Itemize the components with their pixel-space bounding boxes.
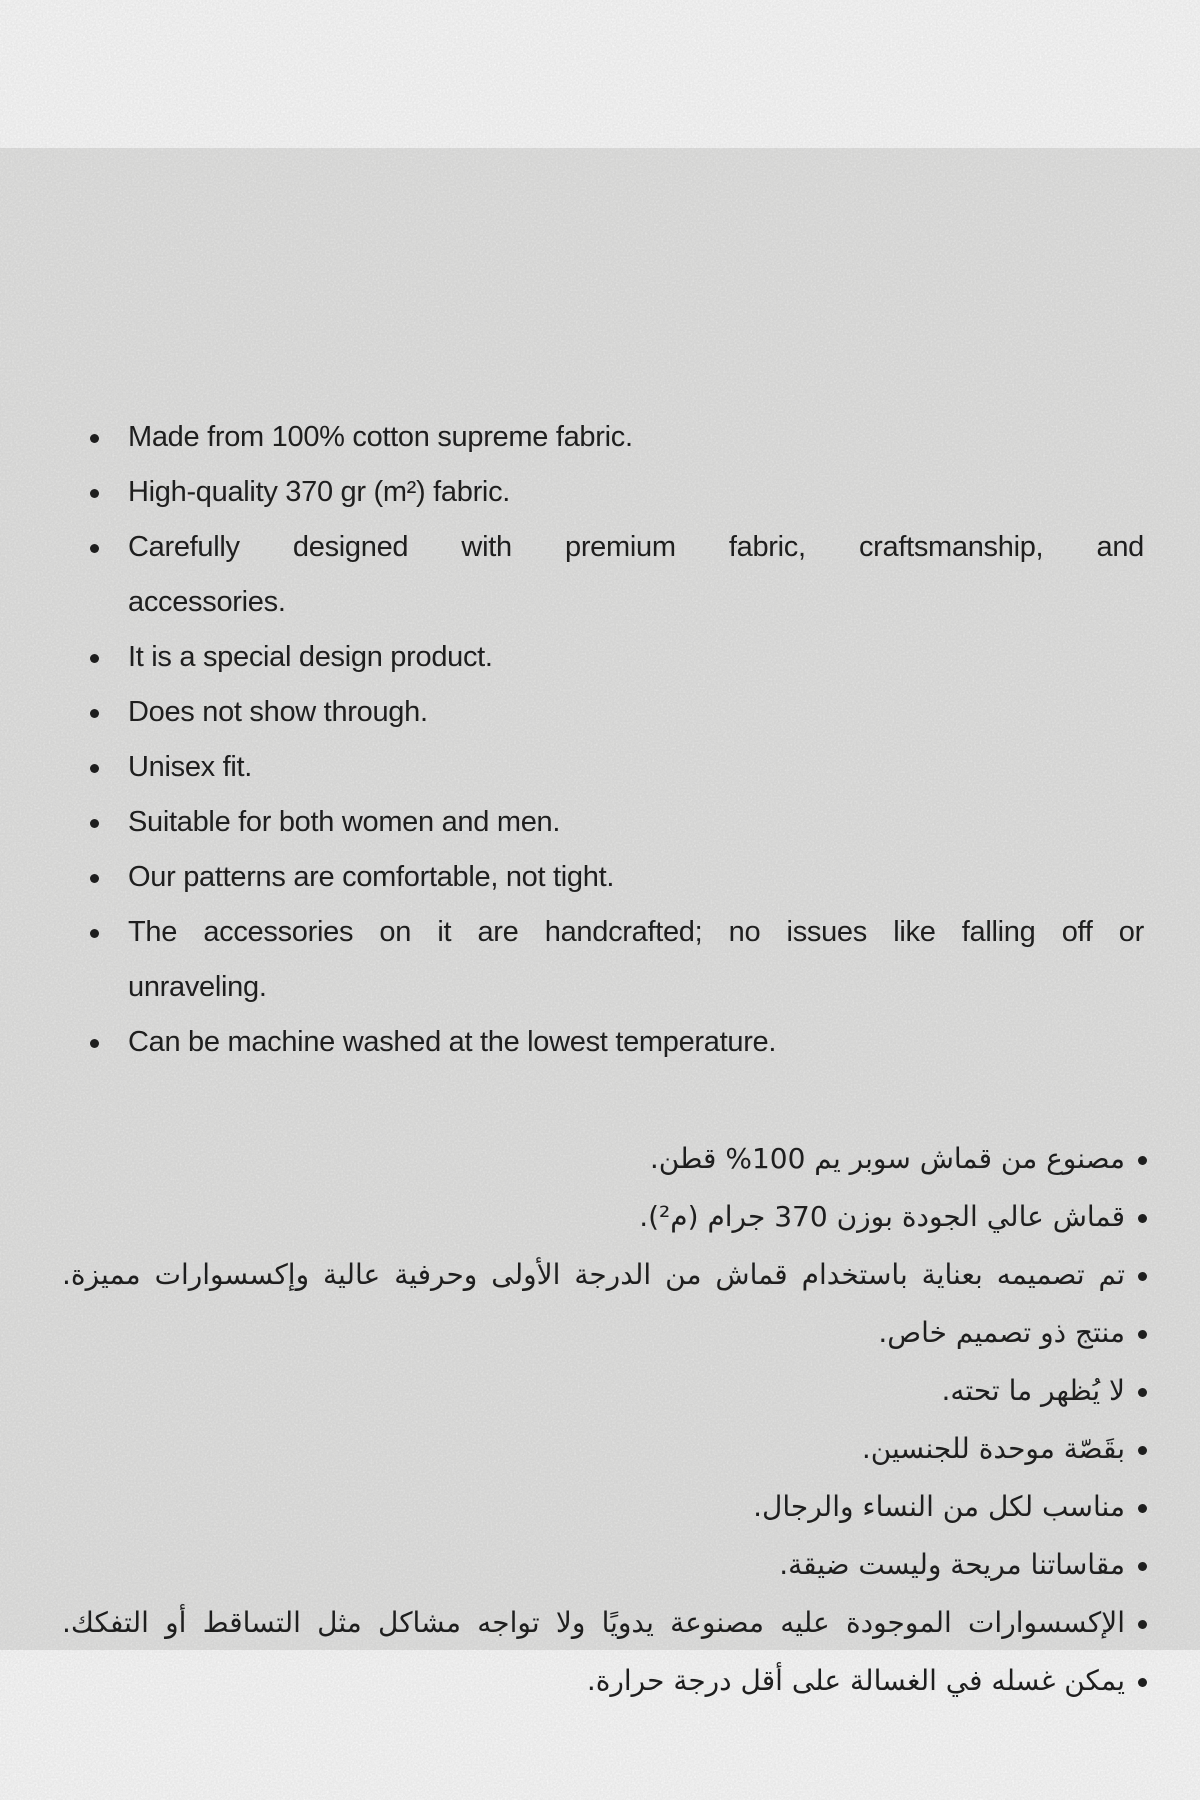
- bullet-icon: [90, 1039, 99, 1048]
- list-item: [62, 1246, 1147, 1304]
- list-item-line: The accessories on it are handcrafted; no issues like falling off or: [128, 916, 1144, 948]
- list-item-line: منتج ذو تصميم خاص.: [878, 1316, 1125, 1349]
- list-item: [88, 630, 1144, 685]
- list-item: [88, 465, 1144, 520]
- bullet-icon: [90, 489, 99, 498]
- list-item-line: بقَصّة موحدة للجنسين.: [861, 1432, 1125, 1465]
- list-item-line: مقاساتنا مريحة وليست ضيقة.: [779, 1548, 1125, 1581]
- list-item-line: يمكن غسله في الغسالة على أقل درجة حرارة.: [586, 1664, 1125, 1697]
- list-item-line: Can be machine washed at the lowest temperature.: [128, 1026, 777, 1058]
- bullet-icon: [1138, 1620, 1147, 1629]
- bullet-icon: [90, 709, 99, 718]
- bullet-icon: [1138, 1504, 1147, 1513]
- arabic-bullet-list: [62, 1130, 1147, 1710]
- list-item: [88, 905, 1144, 1015]
- list-item-line: Made from 100% cotton supreme fabric.: [128, 421, 633, 453]
- list-item-line: Suitable for both women and men.: [128, 806, 561, 838]
- bullet-icon: [90, 764, 99, 773]
- list-item-line: Does not show through.: [128, 696, 428, 728]
- list-item: [88, 850, 1144, 905]
- list-item-line: High-quality 370 gr (m²) fabric.: [128, 476, 511, 508]
- bullet-icon: [1138, 1562, 1147, 1571]
- bullet-icon: [90, 544, 99, 553]
- list-item: [62, 1536, 1147, 1594]
- list-item-line: Our patterns are comfortable, not tight.: [128, 861, 615, 893]
- list-item: [62, 1362, 1147, 1420]
- bullet-icon: [1138, 1330, 1147, 1339]
- list-item: [62, 1304, 1147, 1362]
- list-item-line: لا يُظهر ما تحته.: [941, 1374, 1125, 1407]
- bullet-icon: [1138, 1156, 1147, 1165]
- bullet-icon: [90, 654, 99, 663]
- list-item: [62, 1188, 1147, 1246]
- list-item-line: مناسب لكل من النساء والرجال.: [753, 1490, 1125, 1523]
- bullet-icon: [1138, 1446, 1147, 1455]
- list-item: [88, 410, 1144, 465]
- list-item-line: It is a special design product.: [128, 641, 493, 673]
- bullet-icon: [1138, 1214, 1147, 1223]
- list-item-line: Carefully designed with premium fabric, craftsmanship, and: [128, 531, 1144, 563]
- list-item: [62, 1652, 1147, 1710]
- list-item: [88, 1015, 1144, 1070]
- list-item-line: مصنوع من قماش سوبر يم 100% قطن.: [649, 1142, 1125, 1175]
- bullet-icon: [90, 874, 99, 883]
- list-item: [62, 1478, 1147, 1536]
- list-item-line: الإكسسوارات الموجودة عليه مصنوعة يدويًا ولا تواجه مشاكل مثل التساقط أو التفكك.: [62, 1606, 1125, 1639]
- bullet-icon: [1138, 1272, 1147, 1281]
- list-item: [88, 685, 1144, 740]
- bullet-icon: [90, 819, 99, 828]
- list-item-line: تم تصميمه بعناية باستخدام قماش من الدرجة الأولى وحرفية عالية وإكسسوارات مميزة.: [62, 1258, 1125, 1291]
- bullet-icon: [1138, 1678, 1147, 1687]
- list-item-line: قماش عالي الجودة بوزن 370 جرام (م²).: [639, 1200, 1125, 1233]
- bullet-icon: [1138, 1388, 1147, 1397]
- paper-sheet: [0, 148, 1200, 1697]
- list-item-line: unraveling.: [128, 971, 267, 1003]
- bullet-icon: [90, 929, 99, 938]
- list-item: [62, 1130, 1147, 1188]
- list-item-line: Unisex fit.: [128, 751, 253, 783]
- bullet-icon: [90, 434, 99, 443]
- list-item: [88, 795, 1144, 850]
- list-item: [62, 1594, 1147, 1652]
- list-item-line: accessories.: [128, 586, 286, 618]
- list-item: [62, 1420, 1147, 1478]
- list-item: [88, 520, 1144, 630]
- english-bullet-list: [88, 410, 1144, 1070]
- list-item: [88, 740, 1144, 795]
